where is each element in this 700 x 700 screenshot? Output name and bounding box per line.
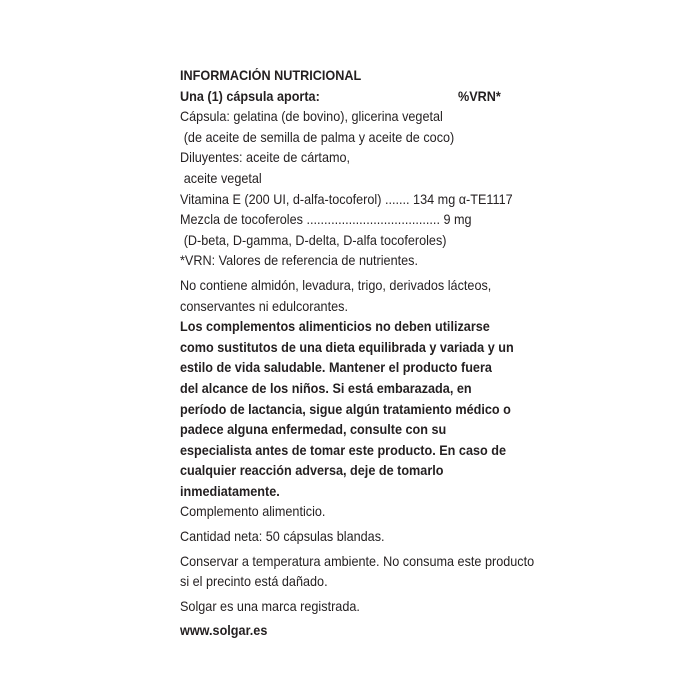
free-from-line-1: No contiene almidón, levadura, trigo, derivados lácteos, <box>180 277 492 293</box>
diluent-line-2: aceite vegetal <box>183 170 262 186</box>
capsule-line-2: (de aceite de semilla de palma y aceite de coco) <box>183 129 455 145</box>
warning-line-9: inmediatamente. <box>180 483 280 499</box>
website-link[interactable]: www.solgar.es <box>180 623 268 639</box>
diluent-line-1: Diluyentes: aceite de cártamo, <box>180 150 351 166</box>
label-title: INFORMACIÓN NUTRICIONAL <box>180 68 362 83</box>
warning-line-7: especialista antes de tomar este producto. En caso de <box>180 442 507 458</box>
tocopherols-detail: (D-beta, D-gamma, D-delta, D-alfa tocoferoles) <box>183 232 447 248</box>
tocopherols-row <box>180 210 501 231</box>
storage-line-1: Conservar a temperatura ambiente. No consuma este producto <box>180 553 535 569</box>
net-quantity: Cantidad neta: 50 cápsulas blandas. <box>180 529 385 545</box>
serving-header <box>180 87 501 108</box>
trademark-text: Solgar es una marca registrada. <box>180 598 360 614</box>
warning-line-6: padece alguna enfermedad, consulte con su <box>180 422 447 438</box>
vitamin-e-amount: 134 mg α-TE <box>413 191 487 207</box>
nutrition-label <box>180 66 535 642</box>
supplement-text: Complemento alimenticio. <box>180 504 326 520</box>
tocopherols-name: Mezcla de tocoferoles ...................................... <box>180 212 440 228</box>
capsule-line-1: Cápsula: gelatina (de bovino), glicerina vegetal <box>180 109 443 125</box>
vrn-header: %VRN* <box>457 88 501 104</box>
warning-line-3: estilo de vida saludable. Mantener el producto fuera <box>180 360 492 376</box>
vitamin-e-vrn: 1117 <box>486 191 513 207</box>
vitamin-e-name: Vitamina E (200 UI, d-alfa-tocoferol) ....... <box>180 191 410 207</box>
vrn-note: *VRN: Valores de referencia de nutrientes. <box>180 253 418 269</box>
warning-line-5: período de lactancia, sigue algún tratamiento médico o <box>180 401 511 417</box>
tocopherols-amount: 9 mg <box>443 212 472 228</box>
serving-size: Una (1) cápsula aporta: <box>180 88 320 104</box>
free-from-line-2: conservantes ni edulcorantes. <box>180 298 348 314</box>
vitamin-e-row <box>180 190 513 211</box>
storage-line-2: si el precinto está dañado. <box>180 574 328 590</box>
warning-line-8: cualquier reacción adversa, deje de tomarlo <box>180 463 444 479</box>
warning-line-2: como sustitutos de una dieta equilibrada y variada y un <box>180 339 514 355</box>
warning-line-1: Los complementos alimenticios no deben utilizarse <box>180 319 490 335</box>
warning-line-4: del alcance de los niños. Si está embarazada, en <box>180 380 472 396</box>
